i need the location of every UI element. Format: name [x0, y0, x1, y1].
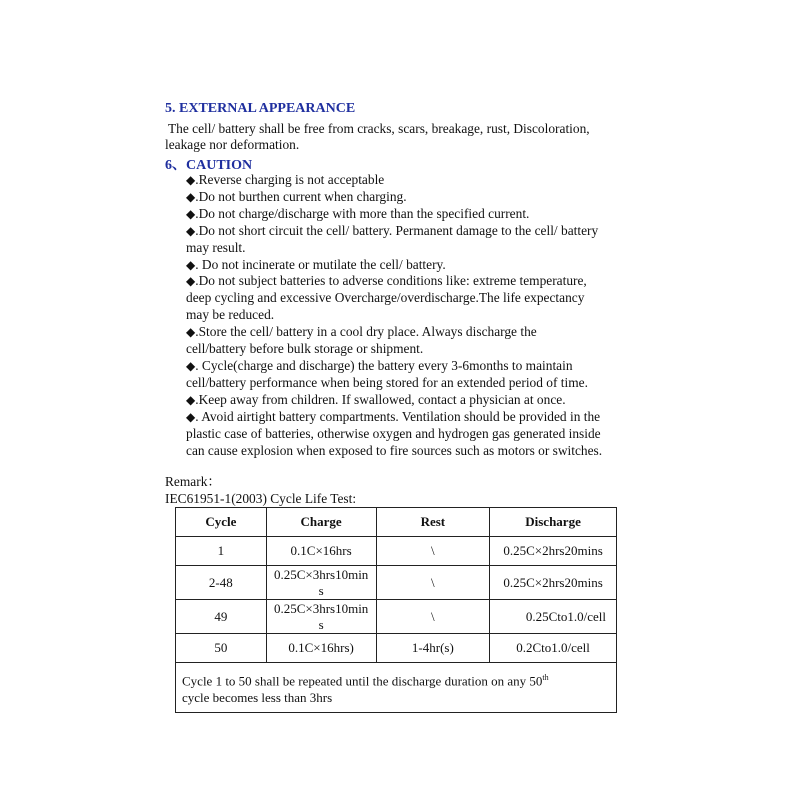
cycle-life-test-title: IEC61951-1(2003) Cycle Life Test: — [165, 491, 357, 506]
caution-bullet-item: ◆.Do not subject batteries to adverse conditions like: extreme temperature, — [186, 273, 587, 289]
table-header-row — [176, 508, 617, 537]
section-5-heading: 5. EXTERNAL APPEARANCE — [165, 101, 356, 116]
caution-bullet-continuation: may be reduced. — [186, 307, 275, 323]
caution-bullet-continuation: may result. — [186, 239, 246, 255]
cell-discharge: 0.2Cto1.0/cell — [490, 634, 617, 663]
cell-rest: 1-4hr(s) — [376, 634, 490, 663]
table-row — [176, 566, 617, 600]
caution-bullet-continuation: deep cycling and excessive Overcharge/overdischarge.The life expectancy — [186, 290, 585, 306]
cell-rest: \ — [376, 600, 490, 634]
caution-bullet-continuation: can cause explosion when exposed to fire sources such as motors or switches. — [186, 442, 603, 458]
cell-discharge: 0.25Cto1.0/cell — [490, 600, 617, 634]
cell-discharge: 0.25C×2hrs20mins — [490, 566, 617, 600]
remark-label: Remark： — [165, 474, 221, 489]
diamond-bullet-icon: ◆ — [186, 358, 196, 373]
diamond-bullet-icon: ◆ — [186, 173, 196, 187]
header-charge: Charge — [266, 508, 376, 537]
section-5-line-2: leakage nor deformation. — [165, 137, 300, 152]
section-5-line-1: The cell/ battery shall be free from cracks, scars, breakage, rust, Discoloration, — [168, 121, 590, 136]
table-note: Cycle 1 to 50 shall be repeated until the discharge duration on any 50th cycle becomes less than 3hrs — [176, 663, 617, 713]
cell-charge: 0.25C×3hrs10min s — [266, 600, 376, 634]
caution-bullet-item: ◆.Do not short circuit the cell/ battery. Permanent damage to the cell/ battery — [186, 222, 599, 238]
caution-bullet-continuation: plastic case of batteries, otherwise oxygen and hydrogen gas generated inside — [186, 425, 601, 441]
cell-cycle: 49 — [176, 600, 267, 634]
caution-bullet-item: ◆. Avoid airtight battery compartments. Ventilation should be provided in the — [186, 408, 601, 424]
header-discharge: Discharge — [490, 508, 617, 537]
cell-charge: 0.1C×16hrs) — [266, 634, 376, 663]
caution-bullet-continuation: cell/battery performance when being stored for an extended period of time. — [186, 374, 588, 390]
caution-bullet-continuation: cell/battery before bulk storage or shipment. — [186, 341, 424, 357]
table-row — [176, 537, 617, 566]
table-note-row — [176, 663, 617, 713]
caution-bullet-item: ◆.Do not charge/discharge with more than the specified current. — [186, 205, 530, 221]
cell-rest: \ — [376, 566, 490, 600]
cell-charge: 0.1C×16hrs — [266, 537, 376, 566]
caution-bullet-list — [186, 172, 602, 459]
table-row — [176, 600, 617, 634]
caution-bullet-item: ◆.Reverse charging is not acceptable — [186, 172, 385, 187]
diamond-bullet-icon: ◆ — [186, 223, 196, 238]
cell-cycle: 50 — [176, 634, 267, 663]
diamond-bullet-icon: ◆ — [186, 274, 196, 289]
header-rest: Rest — [376, 508, 490, 537]
table-row — [176, 634, 617, 663]
diamond-bullet-icon: ◆ — [186, 325, 196, 340]
diamond-bullet-icon: ◆ — [186, 409, 196, 424]
cycle-life-table — [175, 507, 617, 713]
diamond-bullet-icon: ◆ — [186, 392, 196, 407]
cell-charge: 0.25C×3hrs10min s — [266, 566, 376, 600]
cell-cycle: 1 — [176, 537, 267, 566]
diamond-bullet-icon: ◆ — [186, 257, 196, 272]
section-6-heading: 6、CAUTION — [165, 158, 253, 173]
caution-bullet-item: ◆.Do not burthen current when charging. — [186, 188, 407, 204]
header-cycle: Cycle — [176, 508, 267, 537]
caution-bullet-item: ◆. Cycle(charge and discharge) the battery every 3-6months to maintain — [186, 357, 573, 373]
cell-discharge: 0.25C×2hrs20mins — [490, 537, 617, 566]
caution-bullet-item: ◆.Keep away from children. If swallowed, contact a physician at once. — [186, 391, 566, 407]
cell-rest: \ — [376, 537, 490, 566]
diamond-bullet-icon: ◆ — [186, 189, 196, 204]
caution-bullet-item: ◆.Store the cell/ battery in a cool dry place. Always discharge the — [186, 324, 537, 340]
diamond-bullet-icon: ◆ — [186, 206, 196, 221]
cell-cycle: 2-48 — [176, 566, 267, 600]
caution-bullet-item: ◆. Do not incinerate or mutilate the cell/ battery. — [186, 256, 446, 272]
